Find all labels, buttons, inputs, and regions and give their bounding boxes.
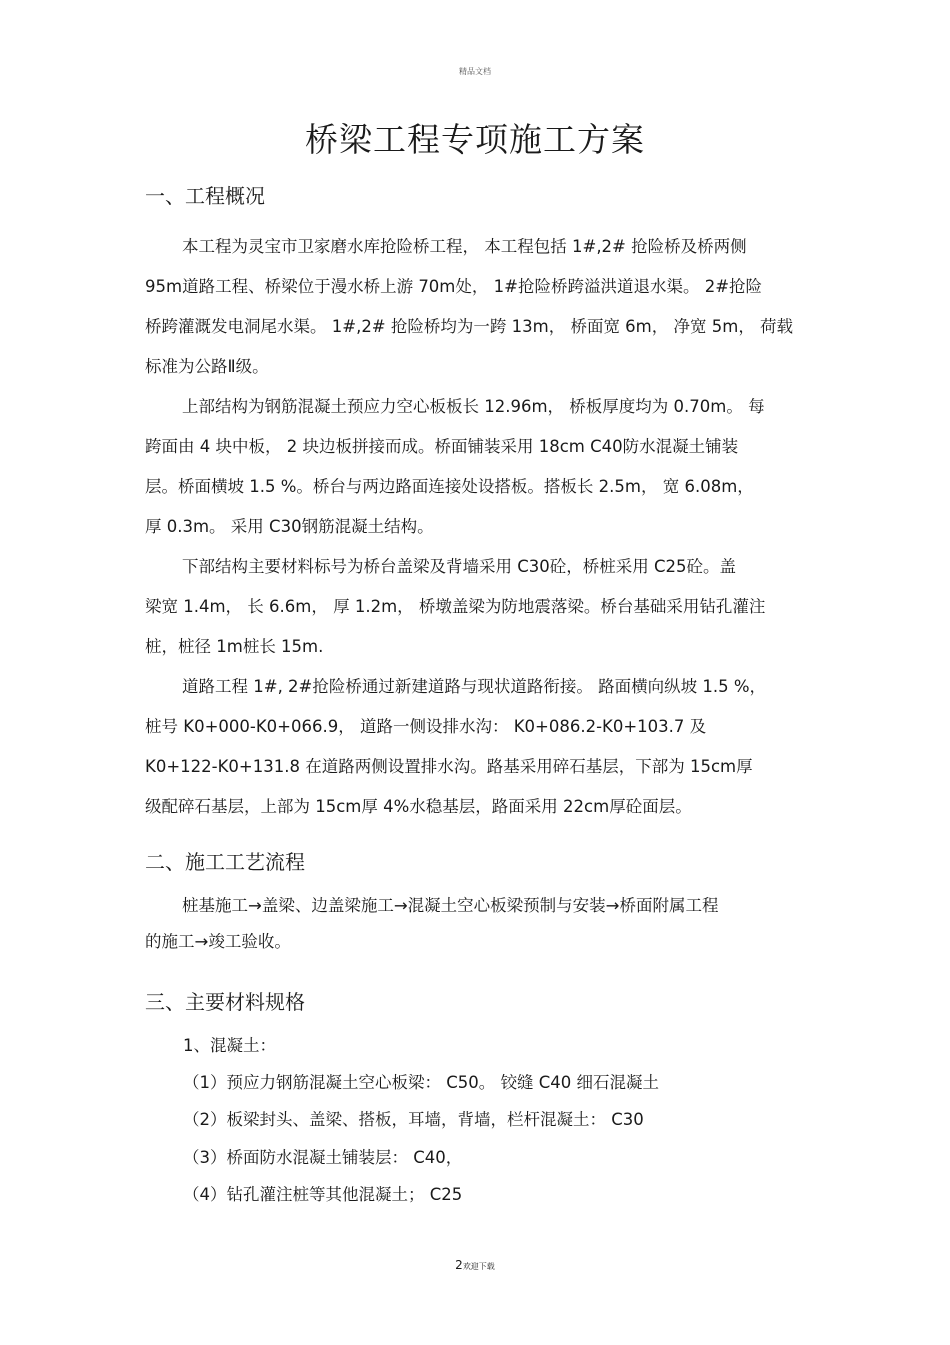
materials-subheading: 1、混凝土：	[183, 1036, 276, 1055]
paragraph-line: 桩，桩径 1m桩长 15m.	[145, 637, 324, 656]
footer-text: 欢迎下载	[462, 1262, 495, 1271]
section-heading-materials: 三、主要材料规格	[145, 990, 305, 1014]
paragraph-line: 级配碎石基层，上部为 15cm厚 4%水稳基层，路面采用 22cm厚砼面层。	[145, 797, 692, 816]
section-heading-process: 二、施工工艺流程	[145, 850, 305, 874]
paragraph-line: 厚 0.3m。 采用 C30钢筋混凝土结构。	[145, 517, 434, 536]
material-item: （4）钻孔灌注桩等其他混凝土； C25	[183, 1185, 463, 1204]
process-line: 桩基施工→盖梁、边盖梁施工→混凝土空心板梁预制与安装→桥面附属工程	[182, 896, 719, 915]
page-number: 2	[455, 1258, 463, 1272]
paragraph-line: 桥跨灌溉发电洞尾水渠。 1#,2# 抢险桥均为一跨 13m， 桥面宽 6m， 净宽 5m， 荷载	[145, 317, 794, 336]
header-mark: 精品文档	[459, 67, 491, 76]
paragraph-line: 桩号 K0+000-K0+066.9， 道路一侧设排水沟： K0+086.2-K0+103.7 及	[145, 717, 707, 736]
paragraph-line: 层。桥面横坡 1.5 %。桥台与两边路面连接处设搭板。搭板长 2.5m， 宽 6.08m，	[145, 477, 754, 496]
material-item: （1）预应力钢筋混凝土空心板梁： C50。 铰缝 C40 细石混凝土	[183, 1073, 660, 1092]
process-line: 的施工→竣工验收。	[145, 932, 291, 951]
paragraph-line: 下部结构主要材料标号为桥台盖梁及背墙采用 C30砼，桥桩采用 C25砼。盖	[182, 557, 737, 576]
material-item: （2）板梁封头、盖梁、搭板，耳墙，背墙，栏杆混凝土： C30	[183, 1110, 644, 1129]
paragraph-line: 梁宽 1.4m， 长 6.6m， 厚 1.2m， 桥墩盖梁为防地震落梁。桥台基础采用钻孔灌注	[145, 597, 766, 616]
section-heading-overview: 一、工程概况	[145, 184, 265, 208]
material-item: （3）桥面防水混凝土铺装层： C40，	[183, 1148, 463, 1167]
paragraph-line: K0+122-K0+131.8 在道路两侧设置排水沟。路基采用碎石基层，下部为 15cm厚	[145, 757, 753, 776]
paragraph-line: 上部结构为钢筋混凝土预应力空心板板长 12.96m， 桥板厚度均为 0.70m。 每	[182, 397, 765, 416]
paragraph-line: 本工程为灵宝市卫家磨水库抢险桥工程， 本工程包括 1#,2# 抢险桥及桥两侧	[182, 237, 747, 256]
page-footer	[0, 1258, 950, 1272]
paragraph-line: 道路工程 1#, 2#抢险桥通过新建道路与现状道路衔接。 路面横向纵坡 1.5 %，	[182, 677, 767, 696]
paragraph-line: 跨面由 4 块中板， 2 块边板拼接而成。桥面铺装采用 18cm C40防水混凝土铺装	[145, 437, 739, 456]
paragraph-line: 95m道路工程、桥梁位于漫水桥上游 70m处， 1#抢险桥跨溢洪道退水渠。 2#抢险	[145, 277, 763, 296]
document-title: 桥梁工程专项施工方案	[305, 120, 645, 159]
paragraph-line: 标准为公路Ⅱ级。	[145, 357, 269, 376]
